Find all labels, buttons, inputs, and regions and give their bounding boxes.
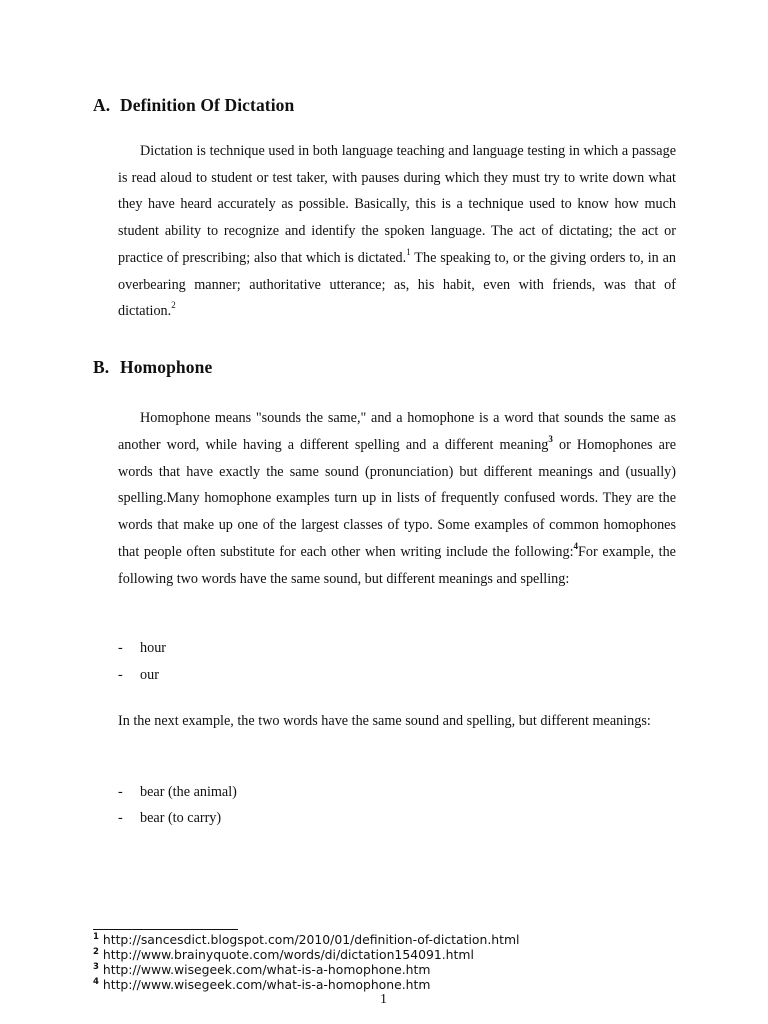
- footnote-url[interactable]: http://sancesdict.blogspot.com/2010/01/definition-of-dictation.html: [98, 932, 520, 947]
- footnote-ref-3[interactable]: 3: [548, 434, 553, 445]
- section-b-paragraph: [118, 405, 676, 593]
- footnote-number: 1: [93, 931, 99, 942]
- footnote-number: 4: [93, 976, 99, 987]
- footnote-2[interactable]: [93, 947, 520, 962]
- footnote-3[interactable]: [93, 962, 520, 977]
- footnote-4[interactable]: [93, 977, 520, 992]
- list-item-text: hour: [140, 640, 167, 656]
- next-example-paragraph: In the next example, the two words have the same sound and spelling, but different meanings:: [118, 713, 651, 729]
- section-b-text-2: or Homophones are words that have exactly the same sound (pronunciation) but different meanings and (usually) spelling.Many homophone examples turn up in lists of frequently confused words. They are the words that make up one of the largest classes of typo. Some examples of common homophones that people often substitute for each other when writing include the following:: [118, 436, 676, 560]
- footnotes: [93, 932, 520, 992]
- list-item: [118, 667, 159, 684]
- section-a-title: Definition Of Dictation: [120, 95, 295, 115]
- section-b-title: Homophone: [120, 357, 213, 377]
- section-b-number: B.: [93, 357, 110, 377]
- section-a-text-1: Dictation is technique used in both language teaching and language testing in which a passage is read aloud to student or test taker, with pauses during which they must try to write down what they have heard accurately as possible. Basically, this is a technique used to know how much student ability to recognize and identify the spoken language. The act of dictating; the act or practice of prescribing; also that which is dictated.: [118, 143, 676, 266]
- section-a-text-2: The speaking to, or the giving orders to, in an overbearing manner; authoritative utterance; as, his habit, even with friends, was that of dictation.: [118, 249, 676, 320]
- list-dash: -: [118, 667, 123, 683]
- page-number: 1: [380, 992, 387, 1007]
- section-a-number: A.: [93, 95, 111, 115]
- section-a-paragraph: [118, 138, 676, 325]
- list-item-text: bear (the animal): [140, 784, 237, 800]
- list-dash: -: [118, 640, 123, 656]
- list-dash: -: [118, 810, 123, 826]
- list-item: [118, 784, 237, 801]
- footnote-number: 2: [93, 946, 99, 957]
- footnote-1[interactable]: [93, 932, 520, 947]
- list-dash: -: [118, 784, 123, 800]
- list-item: [118, 810, 221, 827]
- footnote-ref-1[interactable]: 1: [406, 247, 411, 258]
- list-item: [118, 640, 166, 657]
- list-item-text: bear (to carry): [140, 810, 222, 826]
- list-item-text: our: [140, 667, 159, 683]
- section-b-heading: [93, 357, 212, 378]
- footnote-ref-2[interactable]: 2: [171, 300, 176, 311]
- footnote-url[interactable]: http://www.wisegeek.com/what-is-a-homophone.htm: [98, 962, 431, 977]
- section-b-text-1: Homophone means "sounds the same," and a homophone is a word that sounds the same as another word, while having a different spelling and a different meaning: [118, 410, 676, 453]
- section-b-text-3: For example, the following two words have the same sound, but different meanings and spelling:: [118, 543, 676, 587]
- section-a-heading: [93, 95, 294, 116]
- footnote-ref-4[interactable]: 4: [573, 541, 579, 552]
- footnote-url[interactable]: http://www.brainyquote.com/words/di/dictation154091.html: [98, 947, 474, 962]
- footnote-number: 3: [93, 961, 99, 972]
- footnote-url[interactable]: http://www.wisegeek.com/what-is-a-homophone.htm: [98, 977, 431, 992]
- footnote-separator: [93, 929, 238, 930]
